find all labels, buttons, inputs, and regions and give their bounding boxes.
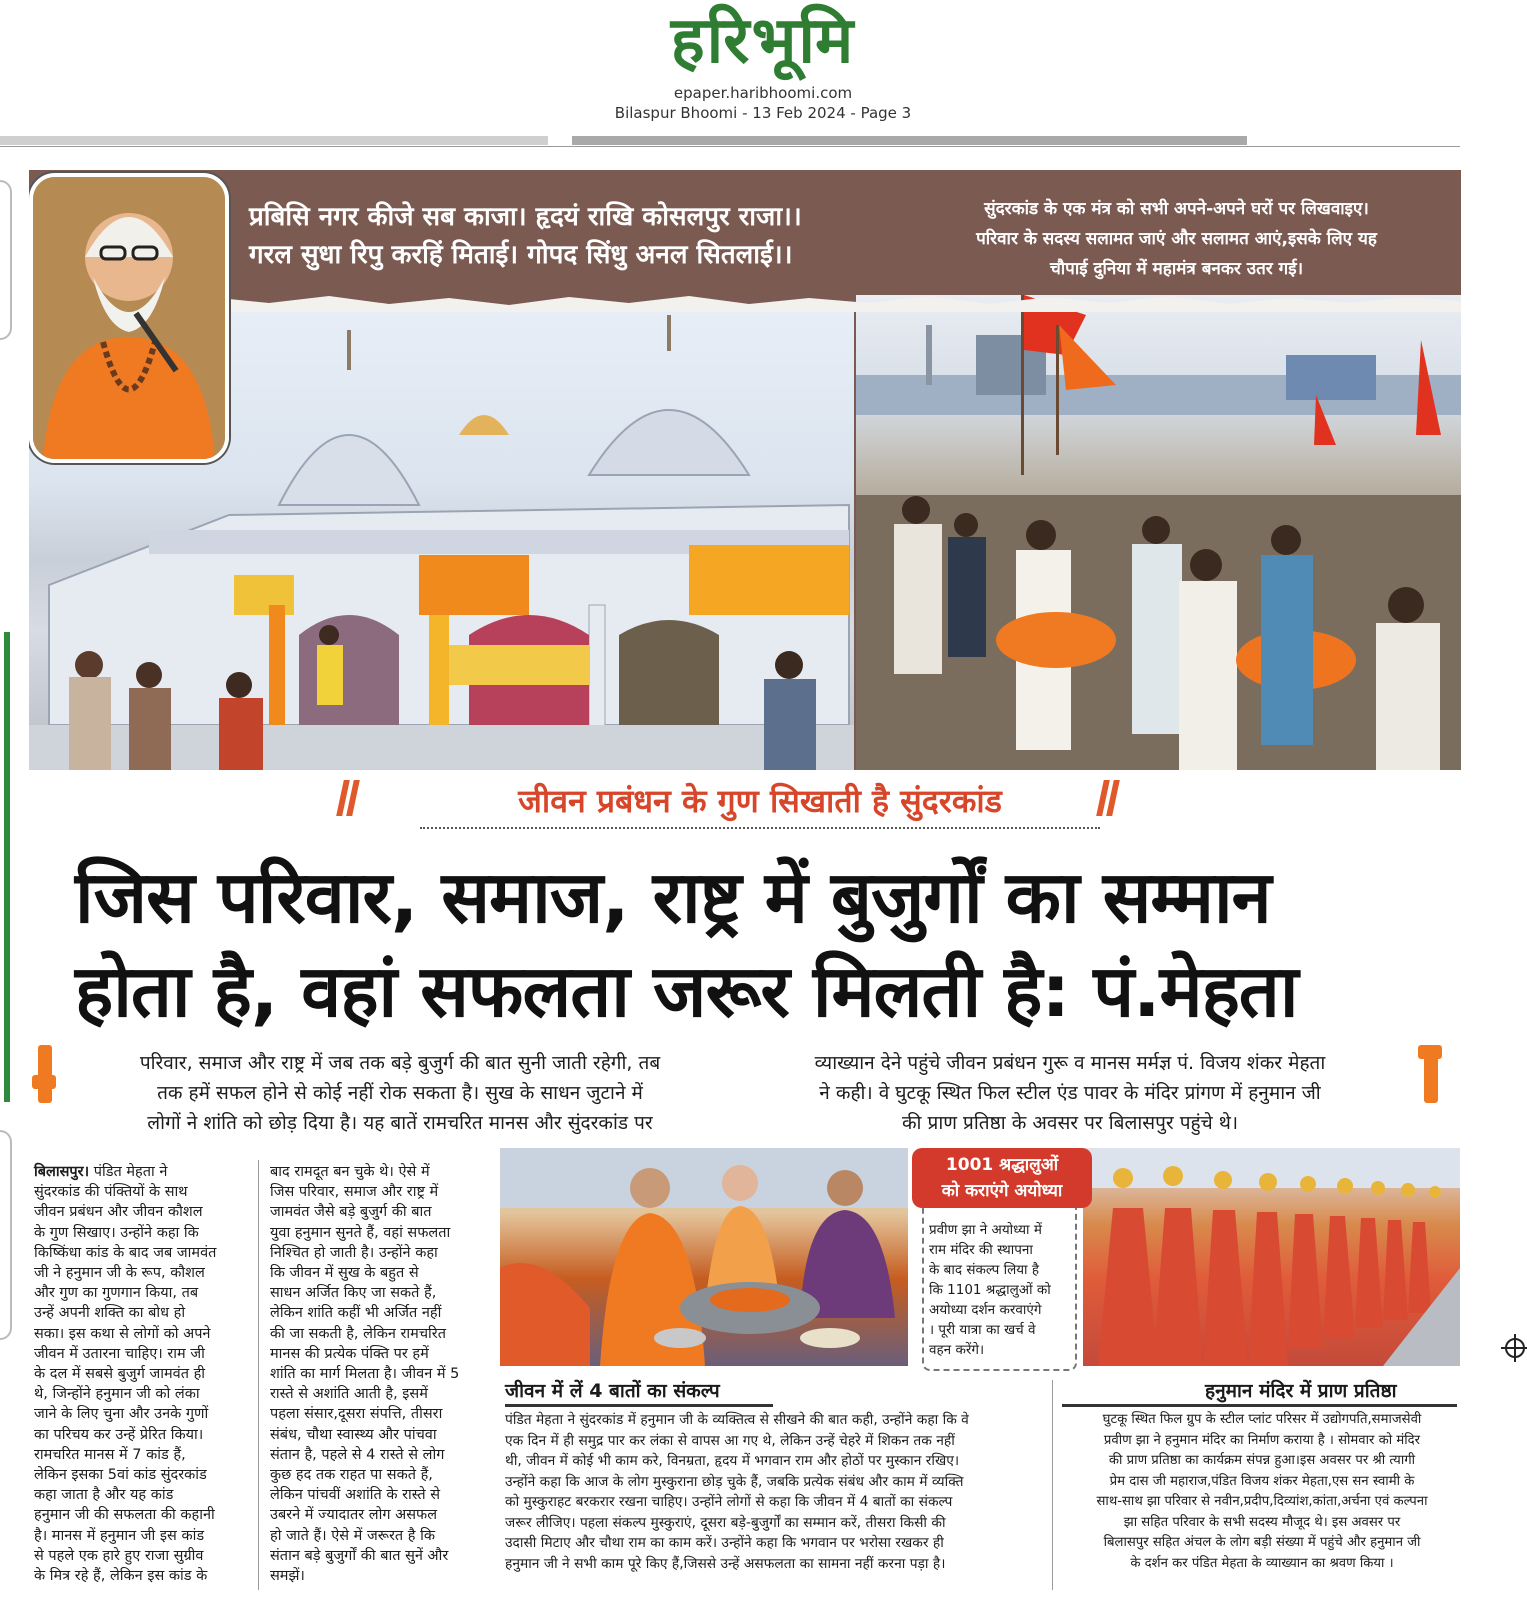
dateline: बिलासपुर। [34,1164,90,1180]
column-divider [258,1160,259,1590]
text-line: कुछ हद तक राहत पा सकते हैं, [270,1467,433,1484]
text-line: लेकिन पांचवीं अशांति के रास्ते से [270,1487,441,1504]
text-line: संतान बड़े बुजुर्गों की बात सुनें और [270,1547,449,1564]
story3-title-underline [1062,1404,1457,1407]
headline-line: होता है, वहां सफलता जरूर मिलती है: पं.मेहता [75,949,1298,1033]
text-line: पहला संसार,दूसरा संपत्ति, तीसरा [270,1406,443,1423]
procession-illustration [856,295,1461,770]
text-line: मानस की प्रत्येक पंक्ति पर हमें [270,1345,429,1362]
procession-photo [856,295,1461,770]
text-line: प्रवीण झा ने हनुमान मंदिर का निर्माण कराया है । सोमवार को मंदिर [1103,1432,1421,1448]
text-line: थे, जिन्होंने हनुमान जी को लंका [34,1386,200,1403]
text-line: जामवंत जैसे बड़े बुजुर्ग की बात [270,1204,432,1221]
text-line: से पहले एक हारे हुए राजा सुग्रीव [34,1547,204,1564]
close-quote-icon [1418,1045,1458,1135]
speaker-portrait-photo [29,173,229,463]
text-line: शांति का मार्ग मिलता है। जीवन में 5 [270,1366,460,1383]
kalash-yatra-photo [1083,1148,1460,1366]
kicker [340,780,1180,840]
sidebar-badge [912,1148,1092,1208]
text-line: कि जीवन में सुख के बहुत से [270,1265,419,1282]
deck-left [75,1048,725,1138]
headline [75,850,1470,1038]
text-line: को मुस्कुराहट बरकरार रखना चाहिए। उन्होंने लोगों से कहा कि जीवन में 4 बातों का संकल्प [505,1494,953,1510]
text-line: रास्ते से अशांति आती है, इसमें [270,1386,428,1403]
text-line: जी ने हनुमान जी के रूप, कौशल [34,1265,205,1282]
kicker-mark-icon [1100,780,1118,816]
deck-line: तक हमें सफल होने से कोई नहीं रोक सकता है। सुख के साधन जुटाने में [157,1082,643,1104]
page-edge-marker [4,632,10,1102]
text-line: अयोध्या दर्शन करवाएंगे [929,1302,1042,1318]
text-line: जाने के लिए चुना और उनके गुणों [34,1406,209,1423]
text-line: लेकिन शांति कहीं भी अर्जित नहीं [270,1305,442,1322]
text-line: रामचरित मानस में 7 कांड हैं, [34,1446,186,1463]
chaupai-line: गरल सुधा रिपु करहिं मिताई। गोपद सिंधु अनल सितलाई।। [249,240,793,270]
text-line: पंडित मेहता ने सुंदरकांड में हनुमान जी के व्यक्तित्व से सीखने की बात कही, उन्होंने कहा कि वे [505,1412,969,1428]
kicker-mark-icon [340,780,358,816]
deck-line: लोगों ने शांति को छोड़ दिया है। यह बातें रामचरित मानस और सुंदरकांड पर [147,1112,653,1134]
text-line: जरूर लीजिए। पहला संकल्प मुस्कुराएं, दूसरा बड़े-बुजुर्गों का सम्मान करें, तीसरा किसी की [505,1514,946,1531]
registration-mark-icon [1505,1338,1525,1358]
torn-paper-edge [29,288,1461,312]
text-line: । पूरी यात्रा का खर्च वे [929,1322,1036,1338]
masthead-rule-right [572,136,1247,145]
mantra-note [924,194,1429,284]
text-line: प्रवीण झा ने अयोध्या में [929,1222,1042,1238]
text-line: बाद रामदूत बन चुके थे। ऐसे में [270,1164,430,1180]
sidebar-box-text [929,1220,1077,1360]
text-line: कहा जाता है और यह कांड [34,1487,174,1504]
text-line: जीवन में उतारना चाहिए। राम जी [34,1345,205,1362]
text-line: के बाद संकल्प लिया है [929,1262,1040,1278]
ritual-illustration [500,1148,908,1366]
text-line: का परिचय कर उन्हें प्रेरित किया। [34,1426,204,1443]
masthead-rule-thin [0,146,1460,147]
badge-line: को कराएंगे अयोध्या [941,1181,1063,1201]
text-line: किष्किंधा कांड के बाद जब जामवंत [34,1244,217,1261]
text-line: बिलासपुर सहित अंचल के लोग बड़ी संख्या में पहुंचे और हनुमान जी [1103,1535,1421,1550]
text-line: साधन अर्जित किए जा सकते हैं, [270,1285,437,1302]
speaker-illustration [33,177,225,459]
chaupai-line: प्रबिसि नगर कीजे सब काजा। हृदयं राखि कोसलपुर राजा।। [249,202,802,232]
open-quote-icon [32,1045,72,1135]
text-line: के दर्शन कर पंडित मेहता के व्याख्यान का श्रवण किया । [1130,1555,1394,1571]
masthead-rule-left [0,136,548,145]
deck-line: परिवार, समाज और राष्ट्र में जब तक बड़े बुजुर्ग की बात सुनी जाती रहेगी, तब [139,1052,661,1074]
text-line: सुंदरकांड की पंक्तियों के साथ [34,1184,188,1201]
badge-line: 1001 श्रद्धालुओं [945,1155,1059,1175]
havan-ritual-photo [500,1148,908,1366]
deck-line: व्याख्यान देने पहुंचे जीवन प्रबंधन गुरू व मानस मर्मज्ञ पं. विजय शंकर मेहता [814,1052,1326,1074]
kicker-underline [420,827,1100,829]
masthead [0,0,1527,135]
text-line: की प्राण प्रतिष्ठा का कार्यक्रम संपन्न हुआ।इस अवसर पर श्री त्यागी [1108,1453,1416,1468]
text-line: संबंध, चौथा स्वास्थ्य और पांचवा [270,1426,437,1443]
story-column-1 [34,1162,252,1586]
deck-right [745,1048,1395,1138]
text-line: सका। इस कथा से लोगों को अपने [34,1325,211,1342]
text-line: लेकिन इसका 5वां कांड सुंदरकांड [34,1467,207,1484]
text-line: निश्चित हो जाती है। उन्होंने कहा [270,1244,438,1261]
text-line: जीवन प्रबंधन और जीवन कौशल [34,1204,203,1221]
text-line: जिस परिवार, समाज और राष्ट्र में [270,1184,439,1201]
text-line: के दल में सबसे बुजुर्ग जामवंत ही [34,1366,206,1383]
story2-body [505,1410,1045,1574]
text-line: उन्हें अपनी शक्ति का बोध हो [34,1305,186,1322]
text-line: घुटकू स्थित फिल ग्रुप के स्टील प्लांट परिसर में उद्योगपति,समाजसेवी [1102,1412,1422,1427]
text-line: हनुमान जी ने सभी काम पूरे किए हैं,जिससे उन्हें असफलता का सामना नहीं करना पड़ा है। [505,1555,946,1572]
top-photo-block [29,170,1461,770]
text-line: हो जाते हैं। ऐसे में जरूरत है कि [270,1527,435,1544]
kalash-illustration [1083,1148,1460,1366]
text-line: वहन करेंगे। [929,1342,985,1358]
text-line: थी, जीवन में कोई भी काम करे, विनम्रता, हृदय में भगवान राम और होठों पर मुस्कान रखिए। [505,1453,960,1469]
deck-line: की प्राण प्रतिष्ठा के अवसर पर बिलासपुर पहुंचे थे। [901,1112,1239,1134]
text-line: प्रेम दास जी महाराज,पंडित विजय शंकर मेहता,एस सन स्वामी के [1109,1473,1415,1489]
text-line: उबरने में ज्यादातर लोग असफल [270,1507,438,1524]
text-line: झा सहित परिवार के सभी सदस्य मौजूद थे। इस अवसर पर [1123,1514,1401,1530]
mantra-note-line: परिवार के सदस्य सलामत जाएं और सलामत आएं,इसके लिए यह [976,229,1377,249]
story2-title-underline [505,1404,773,1407]
newspaper-logo[interactable]: हरिभूमि [670,4,856,78]
story3-title: हनुमान मंदिर में प्राण प्रतिष्ठा [1205,1380,1397,1402]
mantra-note-line: सुंदरकांड के एक मंत्र को सभी अपने-अपने घरों पर लिखवाइए। [984,199,1369,219]
text-line: उन्होंने कहा कि आज के लोग मुस्कुराना छोड़ चुके हैं, जबकि प्रत्येक संबंध और काम में व्यक्ति [505,1473,964,1490]
text-line: और गुण का गुणगान किया, तब [34,1285,199,1302]
deck-line: ने कही। वे घुटकू स्थित फिल स्टील एंड पावर के मंदिर प्रांगण में हनुमान जी [819,1082,1321,1104]
edition-line: Bilaspur Bhoomi - 13 Feb 2024 - Page 3 [614,104,912,122]
epaper-url[interactable]: epaper.haribhoomi.com [673,84,853,102]
text-line: हनुमान जी की सफलता की कहानी [34,1507,215,1524]
text-line: के गुण सिखाए। उन्होंने कहा कि [34,1224,199,1241]
kicker-text: जीवन प्रबंधन के गुण सिखाती है सुंदरकांड [518,782,1002,820]
page-edge-curve [0,180,12,340]
text-line: संतान है, पहले से 4 रास्ते से लोग [270,1446,445,1463]
text-line: बिलासपुर। पंडित मेहता ने [34,1164,168,1180]
story-column-2 [270,1162,490,1586]
text-line: के मित्र रहे हैं, लेकिन इस कांड के [34,1568,208,1585]
story2-title: जीवन में लें 4 बातों का संकल्प [505,1380,720,1402]
text-line: की जा सकती है, लेकिन रामचरित [270,1325,447,1342]
text-line: उदासी मिटाए और चौथा राम का काम करें। उन्होंने कहा कि भगवान पर भरोसा रखकर ही [505,1535,944,1551]
text-line: है। मानस में हनुमान जी इस कांड [34,1527,205,1544]
story3-body [1062,1410,1462,1574]
text-line: समझें। [270,1568,305,1585]
text-line: एक दिन में ही समुद्र पार कर लंका से वापस आ गए थे, लेकिन उन्हें चेहरे में शिकन तक नहीं [505,1432,955,1449]
page-edge-curve [0,1130,12,1340]
column-divider [1052,1380,1053,1590]
mantra-note-line: चौपाई दुनिया में महामंत्र बनकर उतर गई। [1049,259,1304,279]
chaupai-quote [249,198,909,274]
text-line: साथ-साथ झा परिवार से नवीन,प्रदीप,दिव्यांश,कांता,अर्चना एवं कल्पना [1096,1494,1428,1509]
text-line: युवा हनुमान सुनते हैं, वहां सफलता [270,1224,451,1241]
text-line: राम मंदिर की स्थापना [929,1242,1033,1258]
headline-line: जिस परिवार, समाज, राष्ट्र में बुजुर्गों का सम्मान [75,855,1271,939]
text-line: कि 1101 श्रद्धालुओं को [929,1282,1051,1298]
